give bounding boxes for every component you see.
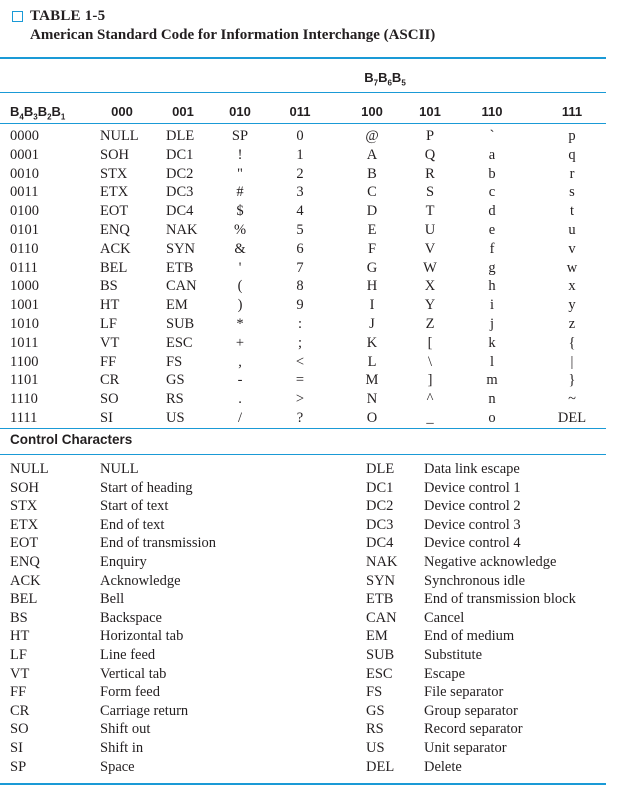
table-cell: SOH <box>100 146 130 163</box>
table-cell: D <box>366 203 378 220</box>
control-code: DC1 <box>366 479 394 496</box>
table-cell: % <box>233 222 247 238</box>
control-code: STX <box>10 498 38 515</box>
table-cell: w <box>566 259 578 276</box>
control-description: Device control 1 <box>424 479 521 496</box>
control-code: LF <box>10 647 27 663</box>
table-cell: R <box>425 165 435 182</box>
control-code: BEL <box>10 591 38 608</box>
table-cell: @ <box>365 128 379 144</box>
control-code: US <box>366 740 385 756</box>
table-cell: ? <box>296 410 304 426</box>
control-description: End of transmission block <box>424 591 576 608</box>
control-code: FF <box>10 684 27 701</box>
table-cell: d <box>488 203 496 220</box>
control-description: Space <box>100 758 135 775</box>
control-code: SO <box>10 721 29 738</box>
control-heading-rule <box>0 454 606 455</box>
table-cell: ENQ <box>100 222 130 238</box>
control-description: File separator <box>424 684 504 701</box>
control-code: ETX <box>10 516 39 533</box>
control-code: ETB <box>366 591 394 608</box>
control-description: Shift out <box>100 721 151 738</box>
control-code: NULL <box>10 461 49 477</box>
table-cell: DC2 <box>166 165 194 182</box>
column-header-110: 110 <box>481 104 503 119</box>
table-cell: X <box>424 278 436 295</box>
table-cell: , <box>238 353 242 370</box>
table-title: American Standard Code for Information Interchange (ASCII) <box>30 27 436 43</box>
table-bottom-rule <box>0 428 606 429</box>
table-cell: SYN <box>166 240 196 257</box>
table-cell: J <box>369 316 375 332</box>
control-description: Cancel <box>424 609 465 626</box>
table-cell: K <box>366 334 378 351</box>
control-description: Delete <box>424 758 462 775</box>
control-code: HT <box>10 628 30 645</box>
row-header-1101: 1101 <box>10 372 39 389</box>
table-cell: k <box>488 334 496 351</box>
control-description: Group separator <box>424 702 518 719</box>
control-code: SP <box>10 758 27 775</box>
table-cell: 6 <box>296 240 304 257</box>
table-cell: SI <box>100 410 113 426</box>
row-header-1010: 1010 <box>10 316 39 332</box>
table-cell: W <box>423 259 437 276</box>
table-cell: N <box>366 391 378 408</box>
table-cell: ETB <box>166 259 194 276</box>
table-cell: 4 <box>296 203 304 220</box>
table-cell: P <box>425 128 435 144</box>
table-cell: j <box>489 316 495 332</box>
control-description: Bell <box>100 591 125 608</box>
table-cell: 7 <box>296 259 304 276</box>
table-cell: FF <box>100 353 117 370</box>
table-cell: V <box>424 240 436 257</box>
table-cell: # <box>236 184 244 201</box>
table-cell: } <box>568 372 576 389</box>
table-cell: i <box>489 297 495 314</box>
row-header-1111: 1111 <box>10 410 38 426</box>
table-cell: \ <box>427 353 433 370</box>
control-description: Enquiry <box>100 554 147 570</box>
control-characters-heading: Control Characters <box>10 432 133 447</box>
row-header-1011: 1011 <box>10 334 39 351</box>
control-description: Record separator <box>424 721 523 738</box>
control-code: VT <box>10 665 30 682</box>
table-cell: A <box>366 146 378 163</box>
control-code: SYN <box>366 572 396 589</box>
column-header-000: 000 <box>111 104 133 119</box>
top-rule <box>0 57 606 59</box>
table-cell: EOT <box>100 203 129 220</box>
control-description: Device control 4 <box>424 535 521 552</box>
table-cell: ] <box>427 372 433 389</box>
table-cell: 3 <box>296 184 304 201</box>
row-header-1100: 1100 <box>10 353 39 370</box>
control-description: Backspace <box>100 609 162 626</box>
table-cell: C <box>367 184 377 201</box>
table-cell: DEL <box>557 410 587 426</box>
row-header-0000: 0000 <box>10 128 39 144</box>
table-cell: NULL <box>100 128 139 144</box>
control-description: Device control 2 <box>424 498 521 515</box>
control-code: DLE <box>366 461 395 477</box>
table-cell: r <box>569 165 575 182</box>
table-cell: p <box>568 128 576 144</box>
control-description: Start of text <box>100 498 169 515</box>
table-cell: z <box>568 316 576 332</box>
row-header-0100: 0100 <box>10 203 39 220</box>
table-cell: x <box>568 278 576 295</box>
table-cell: Q <box>424 146 436 163</box>
table-cell: 0 <box>296 128 304 144</box>
table-cell: US <box>166 410 185 426</box>
control-description: Negative acknowledge <box>424 554 557 570</box>
table-cell: SO <box>100 391 119 408</box>
column-header-010: 010 <box>229 104 251 119</box>
table-cell: Z <box>425 316 435 332</box>
control-description: Line feed <box>100 647 156 663</box>
control-code: NAK <box>366 554 398 570</box>
control-code: ESC <box>366 665 393 682</box>
control-description: Synchronous idle <box>424 572 526 589</box>
table-cell: + <box>235 334 245 351</box>
table-cell: < <box>295 353 305 370</box>
table-cell: & <box>234 240 246 257</box>
table-cell: BS <box>100 278 118 295</box>
table-cell: u <box>568 222 576 238</box>
control-code: SOH <box>10 479 40 496</box>
table-cell: { <box>568 334 576 351</box>
control-code: FS <box>366 684 383 701</box>
table-cell: l <box>489 353 495 370</box>
control-description: End of transmission <box>100 535 216 552</box>
table-cell: CAN <box>166 278 197 295</box>
table-cell: G <box>366 259 378 276</box>
control-description: Escape <box>424 665 466 682</box>
control-description: Unit separator <box>424 740 507 756</box>
row-header-0110: 0110 <box>10 240 39 257</box>
table-cell: LF <box>100 316 117 332</box>
table-cell: | <box>570 353 574 370</box>
control-description: Start of heading <box>100 479 193 496</box>
table-cell: q <box>568 146 576 163</box>
table-cell: g <box>488 259 496 276</box>
row-header-0111: 0111 <box>10 259 38 276</box>
table-cell: a <box>488 146 496 163</box>
table-cell: ETX <box>100 184 129 201</box>
table-cell: h <box>488 278 496 295</box>
control-description: Horizontal tab <box>100 628 184 645</box>
table-cell: DLE <box>166 128 195 144</box>
table-cell: GS <box>166 372 185 389</box>
table-cell: 5 <box>296 222 304 238</box>
control-description: Carriage return <box>100 702 189 719</box>
table-cell: VT <box>100 334 120 351</box>
table-cell: - <box>237 372 243 389</box>
header-rule <box>0 92 606 93</box>
table-cell: EM <box>166 297 188 314</box>
control-code: SI <box>10 740 23 756</box>
control-code: EM <box>366 628 388 645</box>
table-cell: HT <box>100 297 120 314</box>
control-description: Device control 3 <box>424 516 521 533</box>
table-cell: y <box>568 297 576 314</box>
table-label: TABLE 1-5 <box>30 7 106 24</box>
table-cell: ) <box>237 297 243 314</box>
table-cell: DC1 <box>166 146 194 163</box>
table-cell: CR <box>100 372 120 389</box>
table-cell: s <box>569 184 575 201</box>
control-code: EOT <box>10 535 39 552</box>
table-cell: ' <box>238 259 242 276</box>
row-header-1000: 1000 <box>10 278 39 295</box>
table-cell: _ <box>426 410 434 426</box>
table-cell: ESC <box>166 334 193 351</box>
table-cell: . <box>238 391 242 408</box>
control-code: GS <box>366 702 385 719</box>
table-cell: 8 <box>296 278 304 295</box>
table-cell: Y <box>424 297 436 314</box>
control-code: DC2 <box>366 498 394 515</box>
column-header-rule <box>0 123 606 124</box>
row-header-0001: 0001 <box>10 146 39 163</box>
table-cell: 2 <box>296 165 304 182</box>
row-header-1001: 1001 <box>10 297 39 314</box>
control-code: BS <box>10 609 28 626</box>
title-row <box>12 7 105 25</box>
table-cell: SUB <box>166 316 195 332</box>
table-cell: M <box>365 372 379 389</box>
table-cell: " <box>237 165 243 182</box>
table-cell: E <box>367 222 377 238</box>
table-cell: o <box>488 410 496 426</box>
table-cell: * <box>236 316 244 332</box>
table-cell: ! <box>237 146 243 163</box>
table-cell: f <box>489 240 495 257</box>
row-header-1110: 1110 <box>10 391 38 408</box>
table-cell: c <box>488 184 496 201</box>
row-group-header: $B_4B_3B_2B_1$ <box>10 104 66 122</box>
table-cell: BEL <box>100 259 128 276</box>
table-cell: ` <box>489 128 495 144</box>
table-cell: STX <box>100 165 128 182</box>
control-description: Form feed <box>100 684 160 701</box>
column-header-100: 100 <box>361 104 383 119</box>
table-cell: L <box>367 353 377 370</box>
row-header-0011: 0011 <box>10 184 39 201</box>
table-cell: SP <box>231 128 249 144</box>
table-cell: U <box>424 222 436 238</box>
table-cell: b <box>488 165 496 182</box>
table-cell: / <box>237 410 243 426</box>
table-cell: $ <box>236 203 244 220</box>
table-cell: B <box>367 165 377 182</box>
control-description: Shift in <box>100 740 144 756</box>
control-description: Data link escape <box>424 461 520 477</box>
control-description: End of medium <box>424 628 515 645</box>
control-description: End of text <box>100 516 165 533</box>
table-cell: ; <box>297 334 303 351</box>
table-cell: : <box>297 316 303 332</box>
table-cell: H <box>366 278 378 295</box>
table-cell: 1 <box>296 146 304 163</box>
table-cell: DC4 <box>166 203 194 220</box>
row-header-0101: 0101 <box>10 222 39 238</box>
control-code: DC3 <box>366 516 394 533</box>
table-cell: ^ <box>426 391 434 408</box>
column-header-101: 101 <box>419 104 441 119</box>
control-description: Substitute <box>424 647 483 663</box>
table-cell: S <box>425 184 435 201</box>
table-cell: FS <box>166 353 183 370</box>
table-cell: v <box>568 240 576 257</box>
table-cell: RS <box>166 391 184 408</box>
column-group-header: $B_7B_6B_5$ <box>364 70 406 88</box>
bottom-rule <box>0 783 606 785</box>
control-code: DEL <box>366 758 395 775</box>
table-cell: F <box>367 240 377 257</box>
row-header-0010: 0010 <box>10 165 39 182</box>
table-cell: t <box>569 203 575 220</box>
table-cell: ACK <box>100 240 131 257</box>
table-cell: > <box>295 391 305 408</box>
control-code: SUB <box>366 647 395 663</box>
table-cell: O <box>366 410 378 426</box>
control-code: CR <box>10 702 30 719</box>
table-cell: ( <box>237 278 243 295</box>
table-cell: NAK <box>166 222 198 238</box>
table-cell: = <box>295 372 305 389</box>
table-cell: 9 <box>296 297 304 314</box>
table-cell: n <box>488 391 496 408</box>
column-header-001: 001 <box>172 104 194 119</box>
control-code: RS <box>366 721 384 738</box>
control-description: Vertical tab <box>100 665 167 682</box>
control-code: DC4 <box>366 535 394 552</box>
control-code: ENQ <box>10 554 40 570</box>
column-header-111: 111 <box>561 104 583 119</box>
table-cell: m <box>486 372 498 389</box>
square-bullet-icon <box>12 11 23 22</box>
control-description: Acknowledge <box>100 572 181 589</box>
table-cell: [ <box>427 334 433 351</box>
table-cell: e <box>488 222 496 238</box>
control-code: ACK <box>10 572 41 589</box>
table-cell: T <box>425 203 435 220</box>
column-header-011: 011 <box>289 104 311 119</box>
table-cell: ~ <box>568 391 576 408</box>
table-cell: DC3 <box>166 184 194 201</box>
control-code: CAN <box>366 609 397 626</box>
table-cell: I <box>369 297 375 314</box>
control-description: NULL <box>100 461 139 477</box>
